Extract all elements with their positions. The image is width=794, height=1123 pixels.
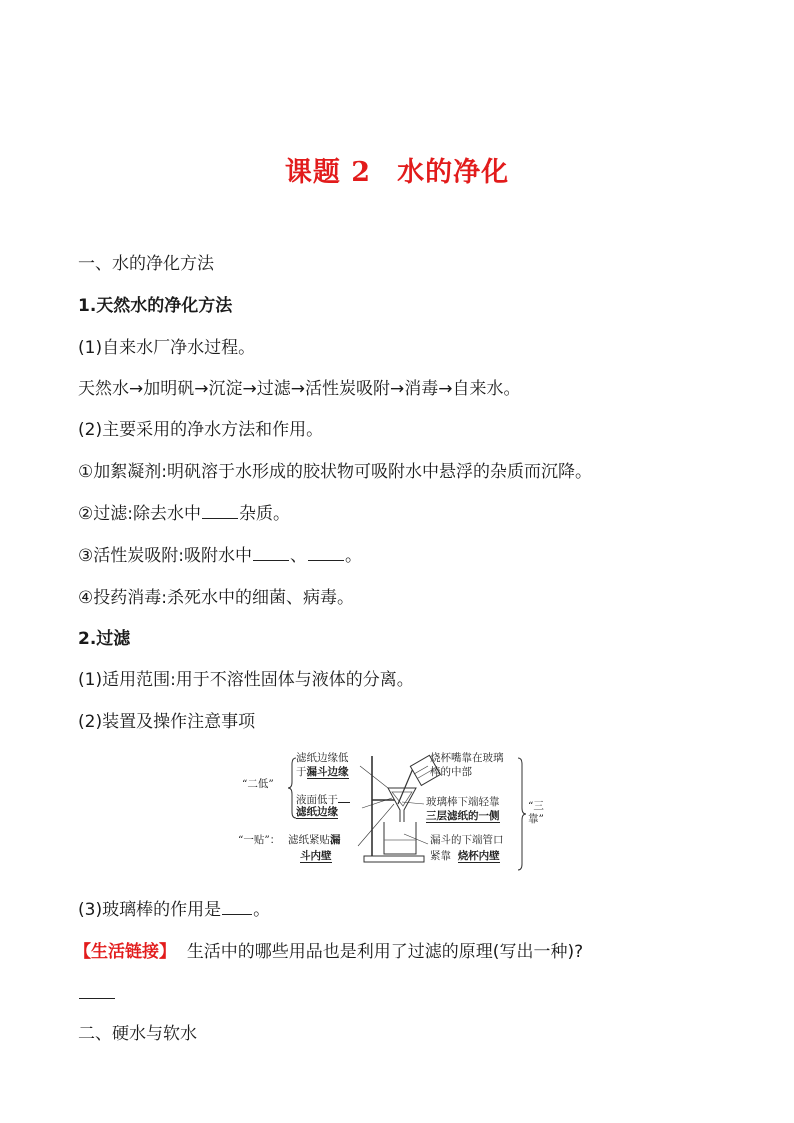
- text: 紧靠: [430, 850, 451, 862]
- life-link-tag: 【生活链接】: [74, 942, 176, 962]
- answer-text: 漏斗边缘: [306, 766, 349, 778]
- fill-blank[interactable]: [253, 544, 289, 561]
- label-paper-tight: [288, 834, 341, 847]
- label-beaker-spout: 烧杯嘴靠在玻璃: [430, 752, 504, 764]
- paragraph-fill: [78, 544, 362, 568]
- text: 杂质。: [238, 504, 290, 524]
- label-funnel-edge: [296, 766, 349, 779]
- answer-line: [78, 982, 116, 1006]
- text: 液面低于: [296, 794, 338, 806]
- label-two-low: “二低”: [242, 778, 274, 790]
- text: ②过滤:除去水中: [78, 504, 201, 524]
- answer-text: 斗内壁: [300, 850, 332, 862]
- label-liquid-level: [296, 792, 350, 807]
- paragraph: ①加絮凝剂:明矾溶于水形成的胶状物可吸附水中悬浮的杂质而沉降。: [78, 462, 592, 482]
- label-three-lean: “三 靠”: [528, 800, 544, 825]
- answer-text: 滤纸边缘: [296, 806, 338, 818]
- label-funnel-tip: 漏斗的下端管口: [430, 834, 504, 846]
- paragraph-fill: [78, 502, 290, 526]
- section-heading-1: 一、水的净化方法: [78, 254, 214, 274]
- life-link: [74, 940, 583, 964]
- paragraph: ④投药消毒:杀死水中的细菌、病毒。: [78, 588, 354, 608]
- text: 滤纸紧贴: [288, 834, 330, 846]
- label-paper-edge: [296, 806, 338, 819]
- paragraph: (1)自来水厂净水过程。: [78, 338, 256, 358]
- fill-blank[interactable]: [308, 544, 344, 561]
- filtration-apparatus-illustration: [238, 752, 556, 872]
- answer-text: 漏: [330, 834, 341, 846]
- label-filter-paper-edge: 滤纸边缘低: [296, 752, 349, 764]
- title-sub: 水的净化: [397, 157, 510, 188]
- answer-text: 三层滤纸的一侧: [426, 810, 500, 822]
- text: 于: [296, 766, 307, 778]
- title-main: 课题 2: [284, 157, 372, 188]
- text: (3)玻璃棒的作用是: [78, 900, 222, 920]
- answer-text: 烧杯内壁: [457, 850, 500, 862]
- paragraph: (2)装置及操作注意事项: [78, 712, 256, 732]
- paragraph: (2)主要采用的净水方法和作用。: [78, 420, 324, 440]
- filtration-diagram: [238, 752, 556, 872]
- section-heading-2: 二、硬水与软水: [78, 1024, 197, 1044]
- subsection-heading-1: 1.天然水的净化方法: [78, 296, 233, 316]
- paragraph-fill: [78, 898, 270, 922]
- subsection-heading-2: 2.过滤: [78, 629, 131, 649]
- label-funnel-wall: [300, 850, 332, 863]
- life-link-question: 生活中的哪些用品也是利用了过滤的原理(写出一种)?: [186, 942, 584, 962]
- label-one-stick: “一贴”：: [238, 834, 281, 846]
- fill-blank[interactable]: [79, 982, 115, 999]
- paragraph: (1)适用范围:用于不溶性固体与液体的分离。: [78, 670, 414, 690]
- text: 。: [344, 546, 362, 566]
- text: 。: [253, 900, 271, 920]
- paragraph: 天然水→加明矾→沉淀→过滤→活性炭吸附→消毒→自来水。: [78, 379, 521, 399]
- fill-blank[interactable]: [202, 502, 238, 519]
- label-rod-bottom: 玻璃棒下端轻靠: [426, 796, 500, 808]
- label-beaker-wall: [430, 850, 500, 863]
- label-three-layers: [426, 810, 500, 823]
- fill-blank[interactable]: [222, 898, 252, 915]
- text: 、: [289, 546, 307, 566]
- label-rod-middle: 棒的中部: [430, 766, 472, 778]
- text: ③活性炭吸附:吸附水中: [78, 546, 252, 566]
- page-title: [0, 150, 794, 189]
- blank-line: [338, 792, 350, 803]
